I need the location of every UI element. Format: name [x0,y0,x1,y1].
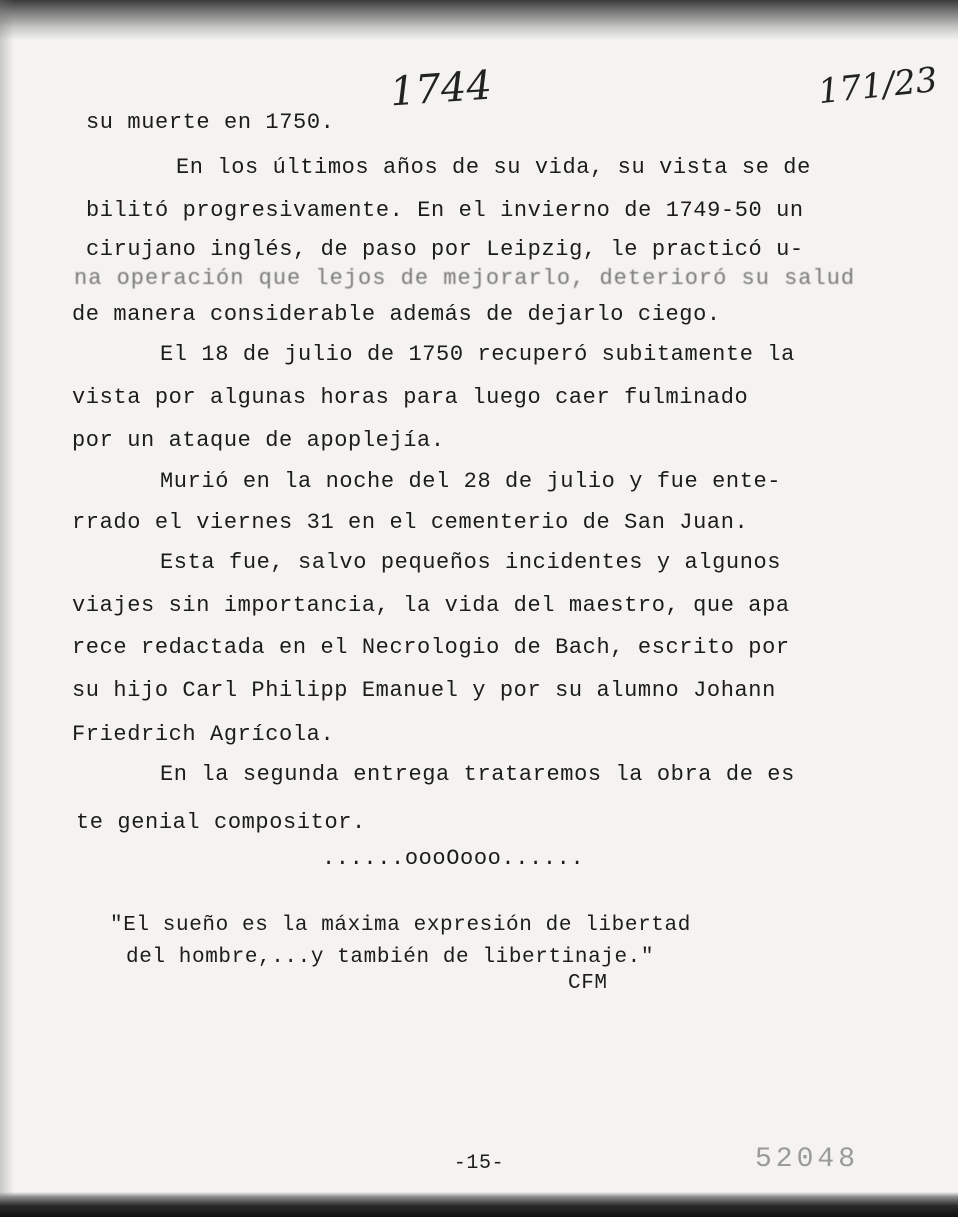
handwritten-reference: 171/23 [816,59,940,113]
text-line-3: bilitó progresivamente. En el invierno de 1749-50 un [86,198,804,223]
page-number: -15- [453,1152,505,1175]
text-line-12: Esta fue, salvo pequeños incidentes y algunos [160,550,782,575]
text-line-9: por un ataque de apoplejía. [72,428,445,453]
quote-author: CFM [568,972,608,995]
text-line-18: te genial compositor. [76,810,366,835]
text-line-17: En la segunda entrega trataremos la obra de es [160,762,795,787]
text-line-15: su hijo Carl Philipp Emanuel y por su alumno Johann [72,678,776,703]
text-line-1: su muerte en 1750. [86,110,335,135]
scan-edge-bottom [0,1192,958,1217]
text-line-11: rrado el viernes 31 en el cementerio de San Juan. [72,510,749,535]
text-line-10: Murió en la noche del 28 de julio y fue ente- [160,469,782,494]
scan-edge-left [0,0,14,1217]
text-line-14: rece redactada en el Necrologio de Bach, escrito por [72,635,790,660]
text-line-4: cirujano inglés, de paso por Leipzig, le practicó u- [86,237,804,262]
quote-line-2: del hombre,...y también de libertinaje." [126,946,655,969]
archive-stamp-number: 52048 [755,1144,860,1175]
scan-edge-top [0,0,958,40]
handwritten-catalog-number: 1744 [388,62,494,116]
text-line-13: viajes sin importancia, la vida del maestro, que apa [72,593,790,618]
text-line-6: de manera considerable además de dejarlo ciego. [72,302,721,327]
text-line-2: En los últimos años de su vida, su vista se de [176,155,811,180]
separator: ......oooOooo...... [322,846,585,871]
text-line-7: El 18 de julio de 1750 recuperó subitamente la [160,342,795,367]
text-line-8: vista por algunas horas para luego caer fulminado [72,385,749,410]
text-line-16: Friedrich Agrícola. [72,722,335,747]
quote-line-1: "El sueño es la máxima expresión de libertad [110,914,691,937]
text-line-5-smudged: na operación que lejos de mejorarlo, deterioró su salud [74,266,856,291]
